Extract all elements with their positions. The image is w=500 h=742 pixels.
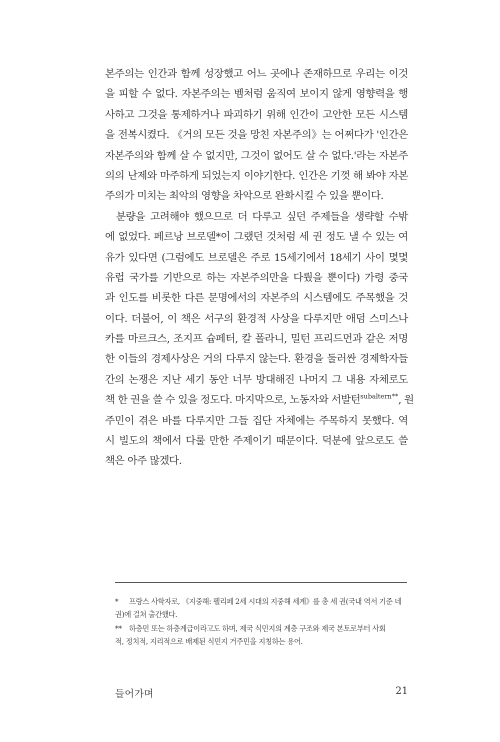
body-line: 과 인도를 비롯한 다른 문명에서의 자본주의 시스템에도 주목했을 것 bbox=[105, 292, 408, 305]
body-line: 을 전복시켰다. 《거의 모든 것을 망친 자본주의》는 어쩌다가 '인간은 bbox=[105, 129, 408, 142]
body-line: 유럽 국가를 기반으로 하는 자본주의만을 다뤘을 뿐이다) 가령 중국 bbox=[105, 271, 408, 284]
subaltern-gloss: subaltern bbox=[360, 392, 392, 401]
footnote-mark: * bbox=[115, 597, 119, 606]
footnote-text: 하층민 또는 하층계급이라고도 하며, 제국 식민지의 계층 구조와 제국 본토로부터 사회 bbox=[129, 623, 386, 633]
body-line: 시 빌도의 책에서 다룰 만한 주제이기 때문이다. 덕분에 앞으로도 쓸 bbox=[105, 435, 408, 448]
paragraph-start-line: 분량을 고려해야 했으므로 더 다루고 싶던 주제들을 생략할 수밖 bbox=[116, 210, 408, 223]
footnote-mark: ** bbox=[115, 623, 122, 633]
body-line: 카를 마르크스, 조지프 슘페터, 칼 폴라니, 밀턴 프리드먼과 같은 저명 bbox=[105, 333, 408, 346]
page-number: 21 bbox=[395, 686, 408, 697]
body-line: 주민이 겪은 바를 다루지만 그들 집단 자체에는 주목하지 못했다. 역 bbox=[105, 414, 408, 427]
body-text bbox=[105, 64, 414, 472]
body-line-tail: , 원 bbox=[398, 394, 414, 407]
body-line: 본주의는 인간과 함께 성장했고 어느 곳에나 존재하므로 우리는 이것 bbox=[105, 68, 408, 80]
body-line: 의의 난제와 마주하게 되었는지 이야기한다. 인간은 기껏 해 봐야 자본 bbox=[105, 169, 408, 182]
body-line-text: 책 한 권을 쓸 수 있을 정도다. 마지막으로, 노동자와 서발턴 bbox=[105, 394, 361, 407]
body-line: 을 피할 수 없다. 자본주의는 벰처럼 움직여 보이지 않게 영향력을 행 bbox=[105, 88, 408, 101]
body-line: 에 없었다. 페르낭 브로델*이 그랬던 것처럼 세 권 정도 낼 수 있는 여 bbox=[105, 231, 408, 244]
footnote-2-line bbox=[115, 622, 407, 635]
footnote-1-line: 권)에 걸쳐 출간했다. bbox=[115, 610, 178, 620]
body-line: 자본주의와 함께 살 수 없지만, 그것이 없어도 살 수 없다.'라는 자본주 bbox=[105, 149, 408, 162]
body-line: 간의 논쟁은 지난 세기 동안 너무 방대해진 나머지 그 내용 자체로도 bbox=[105, 373, 408, 386]
footnote-text: 프랑스 사학자로, 《지중해: 펠리페 2세 시대의 지중해 세계》를 총 세 권(국내 역서 기준 네 bbox=[129, 597, 402, 606]
footnote-divider bbox=[115, 582, 407, 583]
body-line: 책은 아주 많겠다. bbox=[105, 455, 182, 468]
body-line: 사하고 그것을 통제하거나 파괴하기 위해 인간이 고안한 모든 시스템 bbox=[105, 108, 408, 121]
body-line: 한 이들의 경제사상은 거의 다루지 않는다. 환경을 둘러싼 경제학자들 bbox=[105, 353, 408, 366]
footnote-2-line: 적, 정치적, 지리적으로 배제된 식민지 거주민을 지칭하는 용어. bbox=[115, 637, 303, 647]
body-line-with-gloss bbox=[105, 390, 414, 410]
body-line: 주의가 미치는 최악의 영향을 차악으로 완화시킬 수 있을 뿐이다. bbox=[105, 190, 384, 203]
footnotes bbox=[115, 595, 407, 649]
footnote-mark: ** bbox=[391, 392, 399, 401]
body-line: 유가 있다면 (그럼에도 브로델은 주로 15세기에서 18세기 사이 몇몇 bbox=[105, 251, 408, 264]
body-line: 이다. 더불어, 이 책은 서구의 환경적 사상을 다루지만 애덤 스미스나 bbox=[105, 312, 408, 325]
footnote-1-line bbox=[115, 595, 407, 608]
running-head: 들어가며 bbox=[115, 689, 154, 700]
